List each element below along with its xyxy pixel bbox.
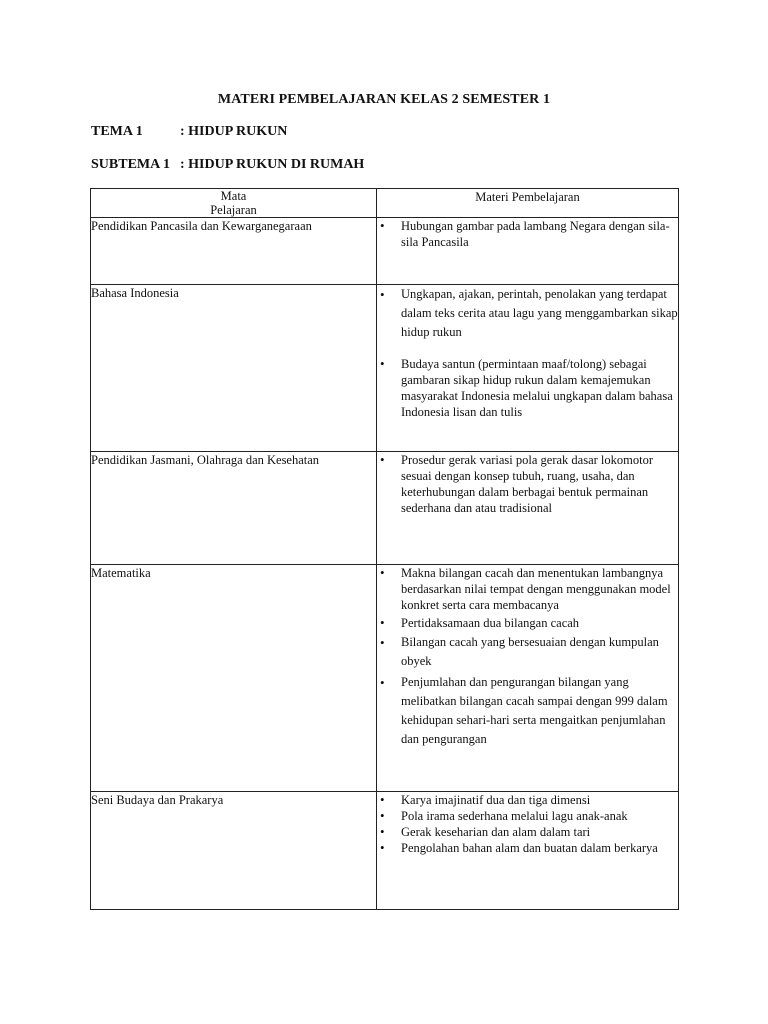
list-item: • Pola irama sederhana melalui lagu anak-anak	[377, 808, 678, 824]
list-item: • Karya imajinatif dua dan tiga dimensi	[377, 792, 678, 808]
list-item: • Makna bilangan cacah dan menentukan lambangnya berdasarkan nilai tempat dengan menggunakan model konkret serta cara membacanya	[377, 565, 678, 613]
materi-cell	[377, 285, 679, 452]
tema-line	[91, 124, 287, 140]
materi-cell	[377, 565, 679, 792]
header-subject-line1: Mata	[220, 189, 247, 203]
tema-value: : HIDUP RUKUN	[180, 124, 288, 139]
materi-cell	[377, 452, 679, 565]
list-item: • Penjumlahan dan pengurangan bilangan yang melibatkan bilangan cacah sampai dengan 999 dalam kehidupan sehari-hari serta mengaitkan penjumlahan dan pengurangan	[377, 673, 678, 749]
list-item: • Hubungan gambar pada lambang Negara dengan sila-sila Pancasila	[377, 218, 678, 250]
list-item: • Gerak keseharian dan alam dalam tari	[377, 824, 678, 840]
list-item: • Pengolahan bahan alam dan buatan dalam berkarya	[377, 840, 678, 856]
materi-table	[90, 188, 679, 910]
list-item: • Bilangan cacah yang bersesuaian dengan kumpulan obyek	[377, 633, 678, 671]
header-subject	[91, 189, 377, 218]
subtema-label: SUBTEMA 1	[91, 157, 170, 172]
subject-cell: Seni Budaya dan Prakarya	[91, 792, 377, 910]
table-row	[91, 218, 679, 285]
document-title: MATERI PEMBELAJARAN KELAS 2 SEMESTER 1	[217, 92, 551, 107]
subject-cell: Pendidikan Pancasila dan Kewarganegaraan	[91, 218, 377, 285]
subject-cell: Pendidikan Jasmani, Olahraga dan Kesehatan	[91, 452, 377, 565]
table-row	[91, 285, 679, 452]
materi-cell	[377, 792, 679, 910]
list-item: • Ungkapan, ajakan, perintah, penolakan yang terdapat dalam teks cerita atau lagu yang menggambarkan sikap hidup rukun	[377, 285, 678, 342]
subject-cell: Matematika	[91, 565, 377, 792]
subtema-value: : HIDUP RUKUN DI RUMAH	[180, 157, 365, 172]
list-item: • Budaya santun (permintaan maaf/tolong) sebagai gambaran sikap hidup rukun dalam kemajemukan masyarakat Indonesia melalui ungkapan dalam bahasa Indonesia lisan dan tulis	[377, 356, 678, 420]
tema-label: TEMA 1	[91, 124, 143, 139]
table-row	[91, 792, 679, 910]
subtema-line	[91, 157, 364, 173]
header-subject-line2: Pelajaran	[210, 203, 257, 217]
subject-cell: Bahasa Indonesia	[91, 285, 377, 452]
list-item: • Pertidaksamaan dua bilangan cacah	[377, 615, 678, 631]
table-header-row	[91, 189, 679, 218]
table-row	[91, 452, 679, 565]
materi-cell	[377, 218, 679, 285]
list-item: • Prosedur gerak variasi pola gerak dasar lokomotor sesuai dengan konsep tubuh, ruang, usaha, dan keterhubungan dalam berbagai bentuk permainan sederhana dan atau tradisional	[377, 452, 678, 516]
table-row	[91, 565, 679, 792]
header-materi: Materi Pembelajaran	[377, 189, 679, 218]
